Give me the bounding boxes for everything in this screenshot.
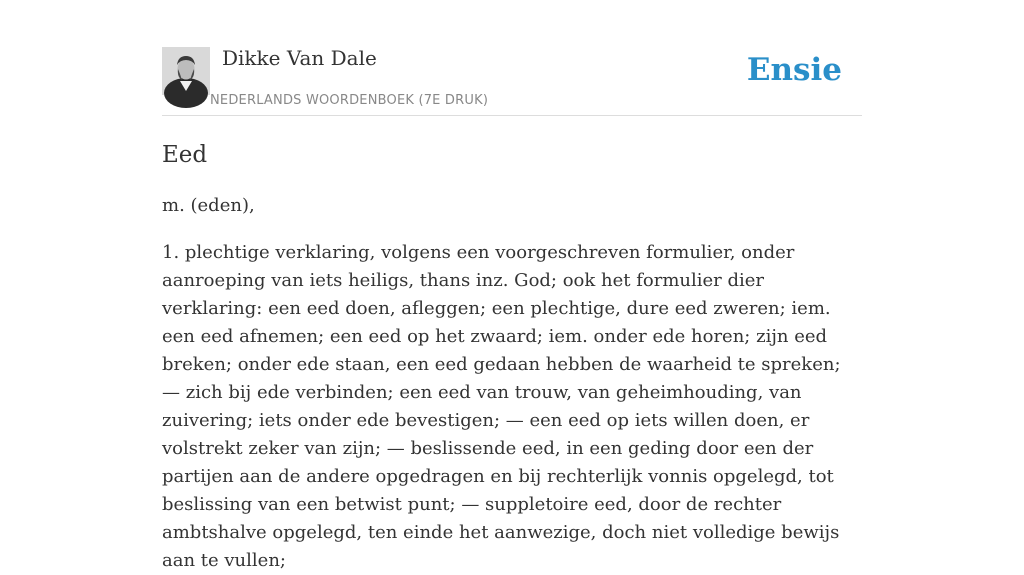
entry-definition: 1. plechtige verklaring, volgens een voorgeschreven formulier, onder aanroeping van iets heiligs, thans inz. God; ook het formulier dier verklaring: een eed doen, afleggen; een plechtige, dure eed zweren; iem. een eed afnemen; een eed op het zwaard; iem. onder ede horen; zijn eed breken; onder ede staan, een eed gedaan hebben de waarheid te spreken; — zich bij ede verbinden; een eed van trouw, van geheimhouding, van zuivering; iets onder ede bevestigen; — een eed op iets willen doen, er volstrekt zeker van zijn; — beslissende eed, in een geding door een der partijen aan de andere opgedragen en bij rechterlijk vonnis opgelegd, tot beslissing van een betwist punt; — suppletoire eed, door de rechter ambtshalve opgelegd, ten einde het aanwezige, doch niet volledige bewijs aan te vullen;	[162, 242, 841, 571]
portrait-image	[162, 47, 210, 95]
entry-grammar: m. (eden),	[162, 195, 255, 216]
author-avatar[interactable]	[162, 47, 210, 95]
dictionary-name[interactable]: NEDERLANDS WOORDENBOEK (7E DRUK)	[210, 93, 489, 108]
page-content	[162, 0, 862, 571]
author-name[interactable]: Dikke Van Dale	[222, 46, 377, 70]
entry-header	[162, 0, 862, 116]
entry-headword: Eed	[162, 142, 208, 168]
ensie-logo[interactable]: Ensie	[746, 52, 842, 88]
